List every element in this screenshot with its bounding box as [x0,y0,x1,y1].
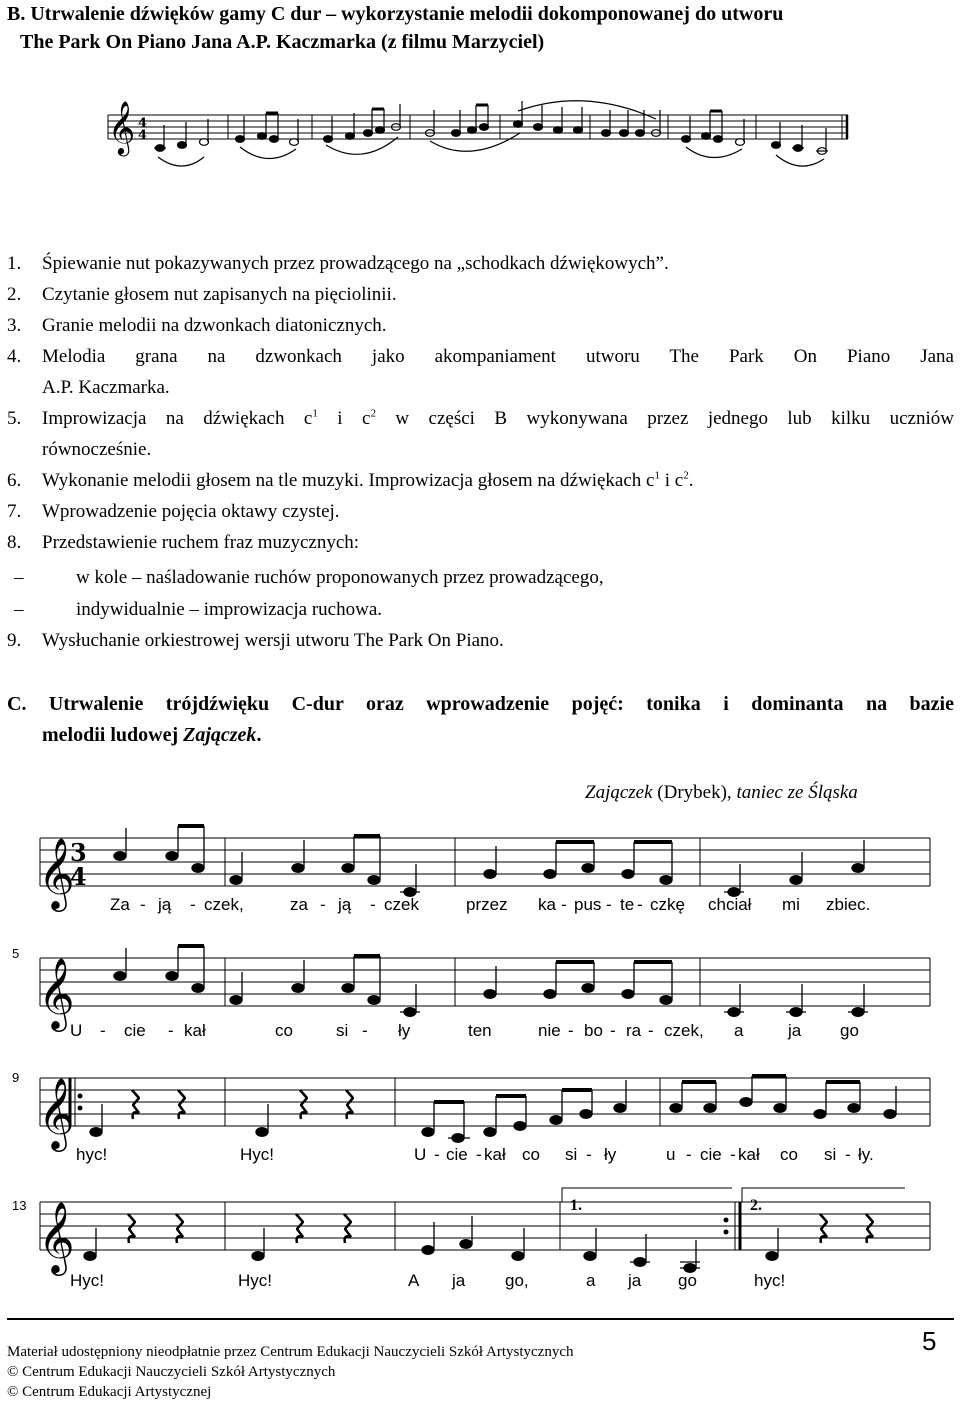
rest-icons [128,1090,873,1243]
svg-text:-: - [648,1021,654,1040]
svg-text:-: - [100,1021,106,1040]
svg-text:za: za [290,895,308,914]
treble-clef-icon: 𝄞 [108,100,136,154]
svg-text:mi: mi [782,895,800,914]
svg-text:ły.: ły. [858,1145,874,1164]
svg-text:Hyc!: Hyc! [240,1145,274,1164]
footer-line-3: © Centrum Edukacji Artystycznej [7,1384,212,1400]
sub-list-item: – w kole – naśladowanie ruchów proponowanych przez prowadzącego, [14,567,604,588]
section-c-heading [7,689,954,751]
svg-text:ją: ją [338,895,352,914]
svg-text:czkę: czkę [650,895,685,914]
svg-text:-: - [637,895,643,914]
svg-text:Hyc!: Hyc! [70,1271,104,1290]
svg-text:bo: bo [584,1021,603,1040]
svg-text:ja: ja [628,1271,642,1290]
footer-line-1: Materiał udostępniony nieodpłatnie przez Centrum Edukacji Nauczycieli Szkół Artystycznych [7,1344,574,1360]
svg-text:-: - [686,1145,692,1164]
svg-text:przez: przez [466,895,508,914]
page-number: 5 [922,1326,937,1356]
svg-text:si: si [565,1145,578,1164]
svg-text:ja: ja [788,1021,802,1040]
svg-text:go: go [840,1021,859,1040]
svg-text:-: - [845,1145,851,1164]
volta-2: 2. [750,1197,762,1214]
footer-rule [7,1318,954,1320]
svg-text:kał: kał [738,1145,760,1164]
svg-text:czek: czek [384,895,419,914]
svg-text:ją: ją [158,895,172,914]
list-item: 9. Wysłuchanie orkiestrowej wersji utworu The Park On Piano. [7,630,504,651]
treble-clef-icon: 𝄞 [38,956,75,1029]
svg-text:ja: ja [452,1271,466,1290]
svg-text:chciał: chciał [708,895,752,914]
svg-text:ten: ten [468,1021,492,1040]
list-item: 1. Śpiewanie nut pokazywanych przez prowadzącego na „schodkach dźwiękowych”. [7,253,669,274]
svg-text:U: U [414,1145,427,1164]
svg-text:-: - [434,1145,440,1164]
list-item: 7. Wprowadzenie pojęcia oktawy czystej. [7,501,340,522]
section-b-line-2: The Park On Piano Jana A.P. Kaczmarka (z filmu Marzyciel) [20,31,545,53]
time-signature-bottom: 4 [70,862,87,891]
footer-line-2: © Centrum Edukacji Nauczycieli Szkół Artystycznych [7,1364,336,1380]
svg-text:U: U [70,1021,83,1040]
section-c-line-1: C. Utrwalenie trójdźwięku C-dur oraz wprowadzenie pojęć: tonika i dominanta na bazie [7,693,954,715]
time-signature-top: 3 [70,838,87,867]
svg-text:-: - [362,1021,368,1040]
svg-text:czek,: czek, [664,1021,704,1040]
list-item: 5. Improwizacja na dźwiękach $c^1$ i $c^2$ w części B wykonywana przez jednego lub kilku uczniów równocześnie. [7,407,954,460]
lyrics-line-2 [70,1021,859,1040]
svg-text:czek,: czek, [204,895,244,914]
score-caption: Zajączek (Drybek), taniec ze Śląska [585,782,858,803]
svg-text:4: 4 [138,116,148,131]
svg-text:a: a [734,1021,744,1040]
svg-text:-: - [561,895,567,914]
melody-staff-b [100,95,860,175]
svg-text:cie: cie [124,1021,146,1040]
svg-text:ły: ły [604,1145,617,1164]
svg-text:go,: go, [505,1271,529,1290]
svg-text:te: te [620,895,635,914]
svg-text:-: - [370,895,376,914]
treble-clef-icon: 𝄞 [38,836,75,909]
measure-number: 13 [12,1198,27,1213]
svg-text:-: - [168,1021,174,1040]
svg-text:si: si [824,1145,837,1164]
svg-text:a: a [586,1271,596,1290]
svg-text:zbiec.: zbiec. [826,895,871,914]
lyrics-line-1 [110,895,870,914]
lyrics-line-4 [70,1271,785,1290]
footer [7,1342,574,1402]
svg-text:hyc!: hyc! [754,1271,786,1290]
svg-text:co: co [780,1145,798,1164]
list-item: 8. Przedstawienie ruchem fraz muzycznych: [7,532,360,553]
svg-text:co: co [275,1021,293,1040]
list-item: 6. Wykonanie melodii głosem na tle muzyki. Improwizacja głosem na dźwiękach $c^1$ i $c^2$. [7,469,694,491]
lyrics-line-3 [76,1145,874,1164]
svg-text:-: - [730,1145,736,1164]
svg-text:ka: ka [538,895,556,914]
svg-text:-: - [586,1145,592,1164]
list-item: 3. Granie melodii na dzwonkach diatonicznych. [7,315,387,336]
svg-text:Za: Za [110,895,130,914]
svg-text:co: co [522,1145,540,1164]
section-c-line-2: melodii ludowej Zajączek. [42,724,262,746]
svg-text:kał: kał [184,1021,206,1040]
score-zajaczek [0,810,960,1310]
svg-text:A: A [408,1271,420,1290]
svg-text:ły: ły [398,1021,411,1040]
svg-text:go: go [678,1271,697,1290]
svg-text:kał: kał [484,1145,506,1164]
treble-clef-icon: 𝄞 [38,1076,75,1149]
svg-text:-: - [476,1145,482,1164]
svg-text:-: - [320,895,326,914]
svg-text:-: - [606,895,612,914]
svg-text:Hyc!: Hyc! [238,1271,272,1290]
list-item: 2. Czytanie głosem nut zapisanych na pięciolinii. [7,284,397,305]
svg-text:cie: cie [446,1145,468,1164]
svg-text:-: - [568,1021,574,1040]
svg-text:cie: cie [700,1145,722,1164]
section-b-line-1: B. Utrwalenie dźwięków gamy C dur – wykorzystanie melodii dokomponowanej do utworu [7,3,784,25]
svg-text:ra: ra [626,1021,642,1040]
svg-text:si: si [336,1021,349,1040]
measure-number: 5 [12,946,20,961]
svg-text:u: u [666,1145,676,1164]
svg-text:pus: pus [574,895,602,914]
svg-text:-: - [140,895,146,914]
svg-text:nie: nie [538,1021,561,1040]
treble-clef-icon: 𝄞 [38,1200,75,1273]
section-b-heading [7,0,957,56]
measure-number: 9 [12,1070,20,1085]
list-item: 4. Melodia grana na dzwonkach jako akompaniament utworu The Park On Piano Jana A.P. Kaczmarka. [7,346,954,398]
svg-text:hyc!: hyc! [76,1145,108,1164]
svg-text:-: - [610,1021,616,1040]
sub-list-item: – indywidualnie – improwizacja ruchowa. [14,599,383,620]
svg-text:-: - [190,895,196,914]
svg-text:4: 4 [138,128,148,143]
volta-1: 1. [570,1197,582,1214]
